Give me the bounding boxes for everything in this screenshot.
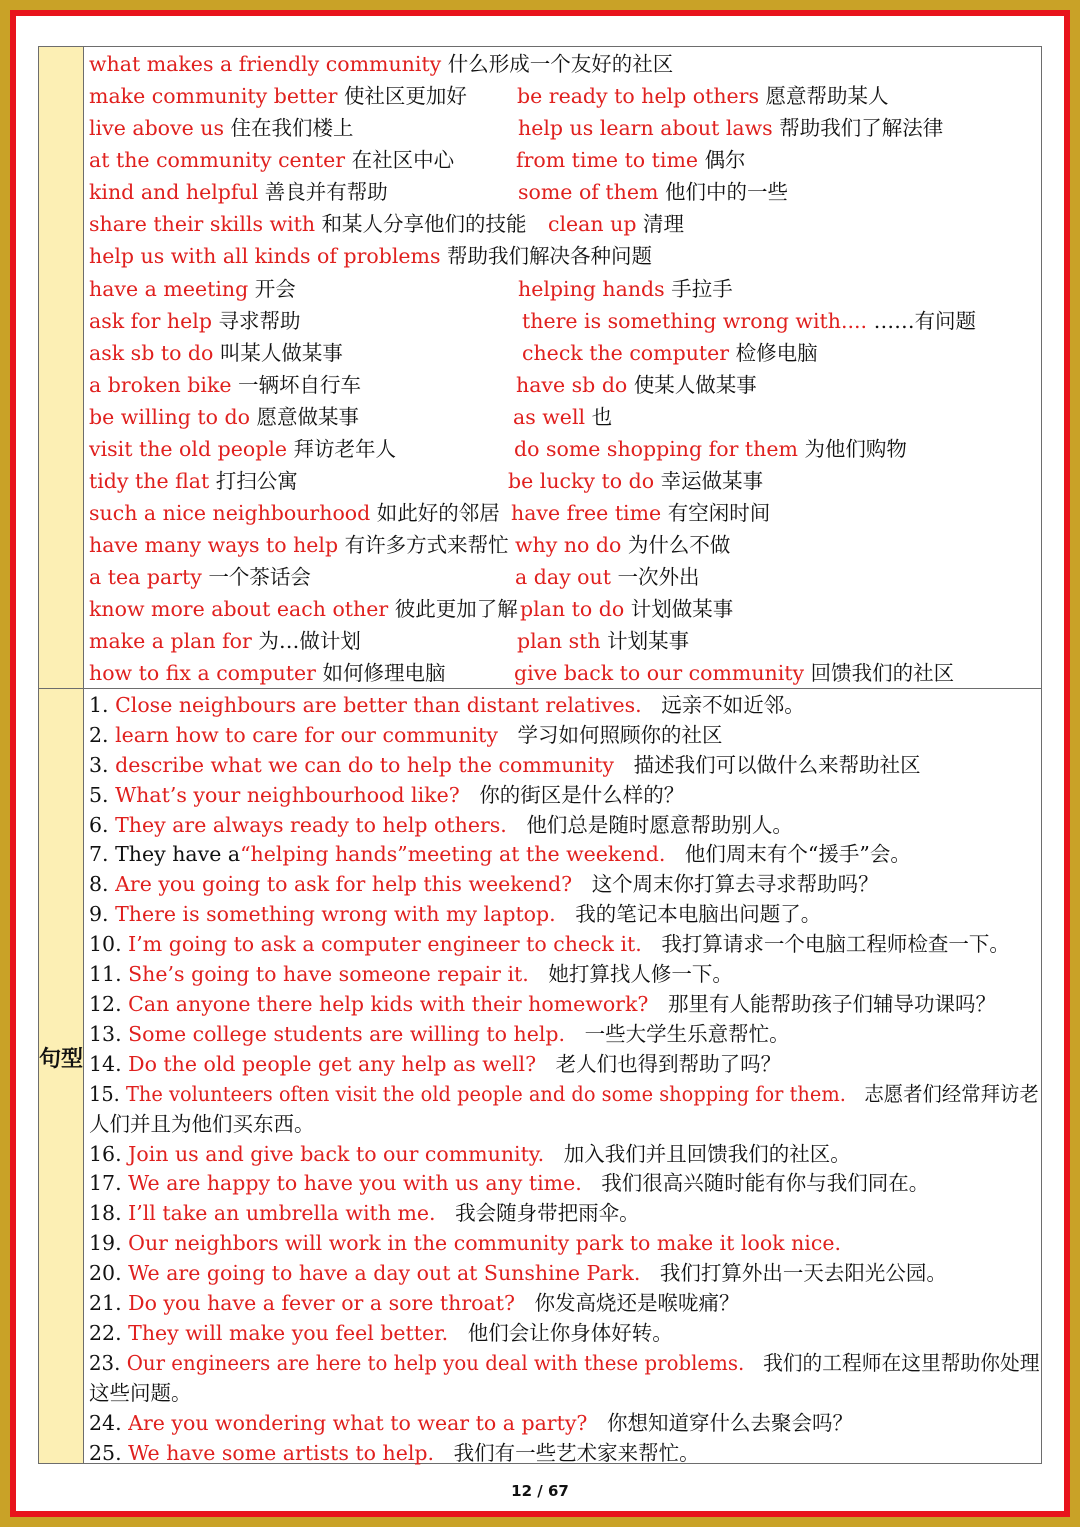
phrase-english: help us learn about laws: [518, 116, 773, 140]
phrase-english: share their skills with: [89, 212, 316, 236]
sentence-chinese: 我们打算外出一天去阳光公园。: [659, 1261, 947, 1285]
sentence-number: 22.: [89, 1321, 122, 1345]
sentence-chinese-continued: 这些问题。: [89, 1381, 192, 1405]
sentence-number: 14.: [89, 1052, 122, 1076]
sentence-chinese: 我们有一些艺术家来帮忙。: [453, 1441, 700, 1465]
phrase-item: [89, 532, 509, 558]
sentence-chinese: 老人们也得到帮助了吗？: [555, 1052, 782, 1076]
phrase-english: be ready to help others: [517, 84, 760, 108]
phrase-chinese: 回馈我们的社区: [810, 661, 955, 685]
section-sidebar: [39, 47, 84, 1463]
sentence-english: We have some artists to help.: [128, 1441, 435, 1465]
sentence-english: Our engineers are here to help you deal with these problems.: [126, 1351, 745, 1375]
sentence-item: [89, 812, 793, 838]
sentence-english: Do you have a fever or a sore throat?: [128, 1291, 515, 1315]
sentence-item: [89, 1200, 640, 1226]
phrase-english: helping hands: [518, 277, 665, 301]
sentence-number: 5.: [89, 783, 109, 807]
sentence-item: [89, 1021, 790, 1047]
phrase-english: what makes a friendly community: [89, 52, 442, 76]
phrase-item: [89, 243, 652, 269]
phrase-english: do some shopping for them: [514, 437, 798, 461]
phrase-english: live above us: [89, 116, 224, 140]
phrase-item: [89, 51, 673, 77]
phrase-chinese: 使某人做某事: [633, 373, 757, 397]
vocabulary-sheet: [38, 46, 1042, 1464]
sentence-chinese: 那里有人能帮助孩子们辅导功课吗？: [667, 992, 996, 1016]
sentence-number: 18.: [89, 1201, 122, 1225]
phrase-english: kind and helpful: [89, 180, 259, 204]
phrase-english: be willing to do: [89, 405, 250, 429]
sentence-number: 1.: [89, 693, 109, 717]
sentence-chinese: 我的笔记本电脑出问题了。: [575, 902, 822, 926]
phrase-chinese: 清理: [642, 212, 684, 236]
sentence-item: [89, 1410, 853, 1436]
phrase-chinese: 他们中的一些: [664, 180, 788, 204]
phrase-chinese: 和某人分享他们的技能: [321, 212, 527, 236]
sentence-chinese: 他们会让你身体好转。: [467, 1321, 673, 1345]
phrase-item: [516, 372, 757, 398]
sentence-english: Join us and give back to our community.: [128, 1142, 545, 1166]
sentence-english-plain: They have a: [115, 842, 241, 866]
phrase-chinese: 为…做计划: [258, 629, 361, 653]
sentence-item: [89, 1081, 1039, 1107]
page-number: 12 / 67: [511, 1482, 569, 1500]
phrase-item: [518, 276, 733, 302]
sentence-item: [89, 1051, 781, 1077]
phrase-english: ask sb to do: [89, 341, 214, 365]
phrase-english: some of them: [518, 180, 659, 204]
phrase-english: have many ways to help: [89, 533, 339, 557]
sentence-english: Our neighbors will work in the community park to make it look nice.: [128, 1231, 841, 1255]
sentence-english: Can anyone there help kids with their homework?: [128, 992, 649, 1016]
phrase-item: [518, 179, 788, 205]
sentence-english: Do the old people get any help as well?: [128, 1052, 537, 1076]
sentence-chinese: 远亲不如近邻。: [661, 693, 805, 717]
phrase-item: [89, 660, 445, 686]
sentence-item: [89, 722, 723, 748]
phrase-chinese: 检修电脑: [735, 341, 818, 365]
phrase-english: ask for help: [89, 309, 212, 333]
phrase-english: there is something wrong with....: [522, 309, 868, 333]
phrase-english: a day out: [515, 565, 611, 589]
sentence-number: 25.: [89, 1441, 122, 1465]
phrase-english: visit the old people: [89, 437, 288, 461]
sentence-number: 21.: [89, 1291, 122, 1315]
sentence-item: [89, 1440, 700, 1466]
phrase-item: [515, 564, 700, 590]
phrase-chinese: 计划某事: [607, 629, 690, 653]
sentence-number: 3.: [89, 753, 109, 777]
sentence-item: [89, 1320, 673, 1346]
sentence-english: There is something wrong with my laptop.: [115, 902, 556, 926]
sentence-item: [89, 931, 1010, 957]
phrase-english: tidy the flat: [89, 469, 210, 493]
phrase-item: [89, 147, 454, 173]
sentence-chinese: 加入我们并且回馈我们的社区。: [563, 1142, 851, 1166]
phrase-chinese: 帮助我们了解法律: [779, 116, 944, 140]
phrase-chinese: 在社区中心: [351, 148, 455, 172]
phrase-english: a broken bike: [89, 373, 232, 397]
sentence-english: Are you going to ask for help this weekend?: [115, 872, 573, 896]
sentence-item: [89, 1260, 947, 1286]
sentence-item: [89, 1170, 929, 1196]
phrase-chinese: 什么形成一个友好的社区: [447, 52, 674, 76]
sentence-chinese: 描述我们可以做什么来帮助社区: [633, 753, 921, 777]
phrase-item: [508, 468, 763, 494]
phrase-chinese: 为什么不做: [627, 533, 731, 557]
sentence-item: [89, 901, 821, 927]
sentence-english: The volunteers often visit the old people and do some shopping for them.: [125, 1082, 846, 1106]
sentence-number: 7.: [89, 842, 109, 866]
phrase-item: [517, 628, 689, 654]
section-label-sentences: 句型: [39, 1046, 84, 1072]
sentence-chinese: 学习如何照顾你的社区: [517, 723, 723, 747]
sentence-item: [89, 1290, 740, 1316]
phrase-chinese: 一辆坏自行车: [238, 373, 362, 397]
phrase-chinese: 为他们购物: [804, 437, 907, 461]
sentence-chinese: 他们周末有个“援手”会。: [684, 842, 911, 866]
sentence-number: 6.: [89, 813, 109, 837]
sentence-number: 12.: [89, 992, 122, 1016]
phrase-chinese: 使社区更加好: [343, 84, 467, 108]
phrase-english: why no do: [515, 533, 622, 557]
phrase-chinese: 拜访老年人: [293, 437, 397, 461]
phrase-chinese: 帮助我们解决各种问题: [447, 244, 653, 268]
sentence-chinese: 一些大学生乐意帮忙。: [584, 1022, 790, 1046]
sentence-item: [89, 782, 684, 808]
sentence-chinese: 我打算请求一个电脑工程师检查一下。: [661, 932, 1010, 956]
phrase-item: [511, 500, 770, 526]
sentence-chinese: 你想知道穿什么去聚会吗？: [606, 1411, 853, 1435]
phrase-item: [89, 596, 518, 622]
sentence-number: 2.: [89, 723, 109, 747]
phrase-chinese: 如此好的邻居: [376, 501, 500, 525]
phrase-chinese: 如何修理电脑: [322, 661, 446, 685]
sentence-number: 9.: [89, 902, 109, 926]
phrase-chinese: 愿意帮助某人: [765, 84, 889, 108]
sentence-number: 13.: [89, 1022, 122, 1046]
phrase-chinese: 有空闲时间: [667, 501, 771, 525]
phrase-english: check the computer: [522, 341, 730, 365]
phrase-english: make community better: [89, 84, 338, 108]
sentence-english: learn how to care for our community: [115, 723, 498, 747]
sentence-number: 19.: [89, 1231, 122, 1255]
phrase-item: [517, 83, 889, 109]
phrase-english: know more about each other: [89, 597, 389, 621]
sentence-english: “helping hands”meeting at the weekend.: [240, 842, 666, 866]
sentence-english: I’ll take an umbrella with me.: [128, 1201, 436, 1225]
sentence-chinese: 我会随身带把雨伞。: [455, 1201, 640, 1225]
phrase-chinese: 有许多方式来帮忙: [344, 533, 509, 557]
sentence-chinese: 这个周末你打算去寻求帮助吗？: [591, 872, 879, 896]
sentence-item: [89, 1350, 1039, 1376]
sentence-chinese-continued: 人们并且为他们买东西。: [89, 1112, 315, 1136]
phrase-english: at the community center: [89, 148, 346, 172]
phrase-chinese: 也: [591, 405, 613, 429]
phrase-item: [89, 308, 300, 334]
phrase-chinese: 计划做某事: [630, 597, 734, 621]
phrase-chinese: 一个茶话会: [208, 565, 311, 589]
phrase-chinese: 幸运做某事: [660, 469, 764, 493]
phrase-item: [89, 500, 500, 526]
phrase-item: [522, 340, 818, 366]
sentence-chinese: 你发高烧还是喉咙痛？: [534, 1291, 740, 1315]
section-divider: [39, 688, 1041, 689]
phrase-english: give back to our community: [514, 661, 805, 685]
sentence-chinese: 他们总是随时愿意帮助别人。: [526, 813, 793, 837]
phrase-english: from time to time: [516, 148, 699, 172]
sentence-number: 15.: [89, 1082, 120, 1106]
sentence-english: We are going to have a day out at Sunshine Park.: [128, 1261, 641, 1285]
phrase-chinese: 开会: [254, 277, 296, 301]
phrase-english: help us with all kinds of problems: [89, 244, 441, 268]
sentence-item: [89, 841, 911, 867]
sentence-english: I’m going to ask a computer engineer to check it.: [128, 932, 642, 956]
sentence-chinese: 你的街区是什么样的？: [479, 783, 685, 807]
phrase-item: [89, 276, 296, 302]
sentence-item: [89, 1230, 841, 1256]
phrase-chinese: 愿意做某事: [256, 405, 359, 429]
sentence-item: [89, 871, 879, 897]
sentence-item: [89, 1141, 851, 1167]
phrase-item: [89, 83, 467, 109]
sentence-chinese: 她打算找人修一下。: [548, 962, 733, 986]
phrase-item: [520, 596, 733, 622]
phrase-item: [89, 564, 311, 590]
sentence-chinese: 我们很高兴随时能有你与我们同在。: [601, 1171, 930, 1195]
phrase-chinese: 打扫公寓: [215, 469, 298, 493]
phrase-item: [89, 628, 361, 654]
phrase-chinese: 寻求帮助: [218, 309, 301, 333]
sentence-number: 20.: [89, 1261, 122, 1285]
sentence-number: 10.: [89, 932, 122, 956]
phrase-english: be lucky to do: [508, 469, 655, 493]
phrase-item: [89, 404, 359, 430]
phrase-chinese: 善良并有帮助: [264, 180, 388, 204]
phrase-item: [522, 308, 976, 334]
phrase-english: plan sth: [517, 629, 601, 653]
phrase-english: a tea party: [89, 565, 202, 589]
sentence-number: 17.: [89, 1171, 122, 1195]
sentence-number: 8.: [89, 872, 109, 896]
sentence-number: 16.: [89, 1142, 122, 1166]
phrase-item: [89, 115, 354, 141]
phrase-item: [89, 436, 396, 462]
sentence-english: Close neighbours are better than distant relatives.: [115, 693, 642, 717]
phrase-chinese: 住在我们楼上: [230, 116, 354, 140]
sentence-english: Are you wondering what to wear to a party?: [128, 1411, 588, 1435]
phrase-item: [514, 436, 907, 462]
sentence-number: 11.: [89, 962, 122, 986]
phrase-chinese: ……有问题: [873, 309, 977, 333]
phrase-item: [89, 340, 343, 366]
sentence-item: [89, 961, 733, 987]
phrase-english: clean up: [548, 212, 637, 236]
phrase-item: [89, 179, 388, 205]
phrase-item: [89, 211, 527, 237]
phrase-english: have a meeting: [89, 277, 249, 301]
phrase-item: [548, 211, 684, 237]
phrase-item: [514, 660, 954, 686]
phrase-english: plan to do: [520, 597, 625, 621]
sentence-english: They will make you feel better.: [128, 1321, 449, 1345]
phrase-english: such a nice neighbourhood: [89, 501, 371, 525]
phrase-chinese: 手拉手: [671, 277, 733, 301]
phrase-item: [89, 468, 298, 494]
sentence-english: What’s your neighbourhood like?: [115, 783, 460, 807]
sentence-item: [89, 991, 996, 1017]
phrase-english: have free time: [511, 501, 662, 525]
phrase-item: [515, 532, 730, 558]
sentence-item: [89, 692, 805, 718]
sentence-english: She’s going to have someone repair it.: [128, 962, 529, 986]
phrase-chinese: 彼此更加了解: [394, 597, 518, 621]
phrase-english: how to fix a computer: [89, 661, 316, 685]
phrase-chinese: 偶尔: [704, 148, 746, 172]
phrase-chinese: 一次外出: [617, 565, 700, 589]
phrase-item: [516, 147, 746, 173]
phrase-item: [518, 115, 943, 141]
phrase-english: have sb do: [516, 373, 628, 397]
phrase-english: make a plan for: [89, 629, 252, 653]
sentence-english: We are happy to have you with us any time.: [128, 1171, 582, 1195]
sentence-number: 24.: [89, 1411, 122, 1435]
phrase-chinese: 叫某人做某事: [219, 341, 343, 365]
sentence-english: They are always ready to help others.: [115, 813, 507, 837]
phrase-item: [89, 372, 361, 398]
sentence-item: [89, 752, 921, 778]
sentence-english: Some college students are willing to help.: [128, 1022, 566, 1046]
sentence-chinese: 我们的工程师在这里帮助你处理: [763, 1351, 1040, 1375]
sentence-chinese: 志愿者们经常拜访老: [864, 1082, 1039, 1106]
sentence-number: 23.: [89, 1351, 121, 1375]
sentence-english: describe what we can do to help the community: [115, 753, 615, 777]
phrase-item: [513, 404, 612, 430]
phrase-english: as well: [513, 405, 586, 429]
